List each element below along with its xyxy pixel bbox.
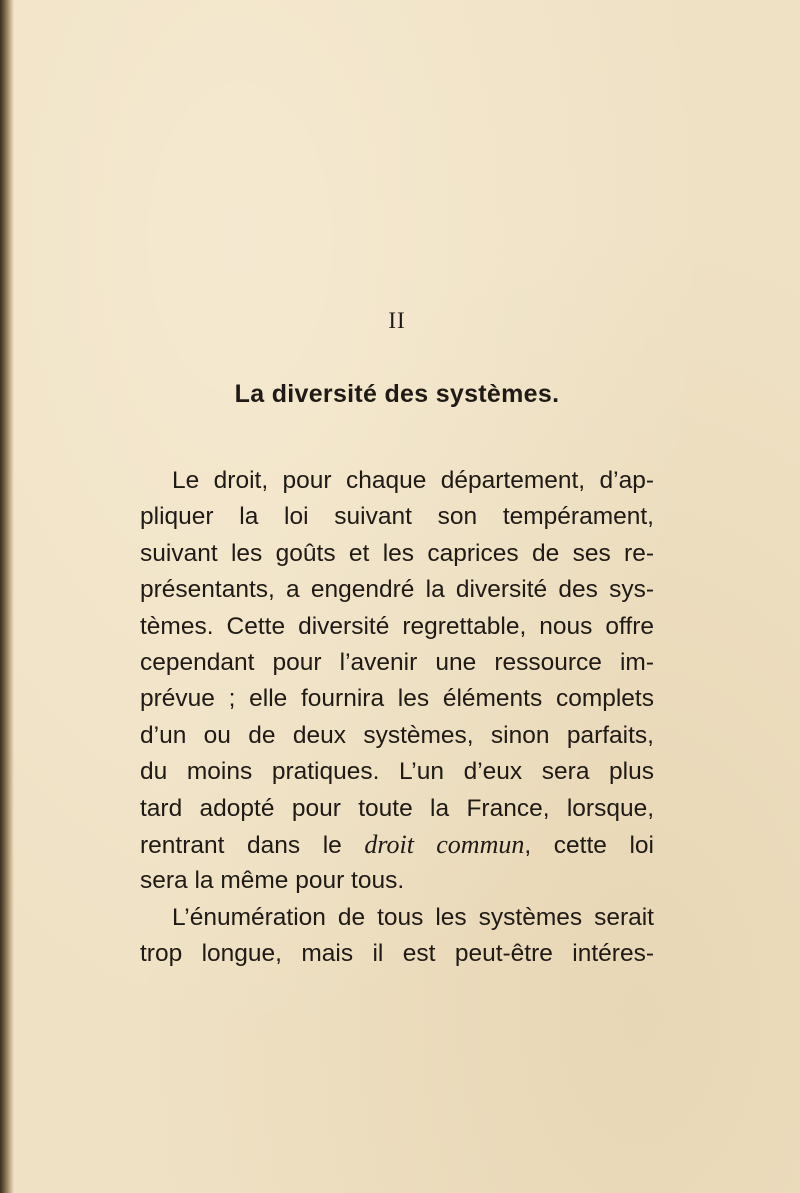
paragraph-1-line-7: prévue ; elle fournira les éléments complets [140, 685, 654, 713]
paragraph-1-line-6: cependant pour l’avenir une ressource im- [140, 648, 654, 676]
paragraph-1-line-8: d’un ou de deux systèmes, sinon parfaits, [140, 721, 654, 749]
droit-commun-italic: droit commun [364, 829, 525, 859]
paragraph-1-line-3: suivant les goûts et les caprices de ses re- [140, 539, 654, 567]
chapter-number: II [388, 308, 406, 333]
body-text [140, 463, 654, 972]
paragraph-1-line-1: Le droit, pour chaque département, d’ap- [172, 467, 654, 494]
page-binding-edge [0, 0, 14, 1193]
paragraph-1-line-12: sera la même pour tous. [140, 867, 405, 895]
paragraph-1-line-10: tard adopté pour toute la France, lorsque, [140, 794, 654, 822]
paragraph-1-line-11 [140, 827, 654, 863]
paragraph-1-line-4: présentants, a engendré la diversité des sys- [140, 576, 654, 604]
line-11-text-after: , cette loi [524, 831, 654, 859]
section-title: La diversité des systèmes. [234, 380, 560, 408]
line-11-text-before: rentrant dans le [140, 831, 365, 859]
page-content [140, 0, 654, 1193]
paragraph-2-line-2: trop longue, mais il est peut-être intéres- [140, 940, 654, 968]
paragraph-1-line-5: tèmes. Cette diversité regrettable, nous offre [140, 612, 654, 640]
paragraph-1-line-2: pliquer la loi suivant son tempérament, [140, 503, 654, 531]
paragraph-2-line-1: L’énumération de tous les systèmes serait [172, 903, 654, 931]
paragraph-1-line-9: du moins pratiques. L’un d’eux sera plus [140, 758, 654, 786]
